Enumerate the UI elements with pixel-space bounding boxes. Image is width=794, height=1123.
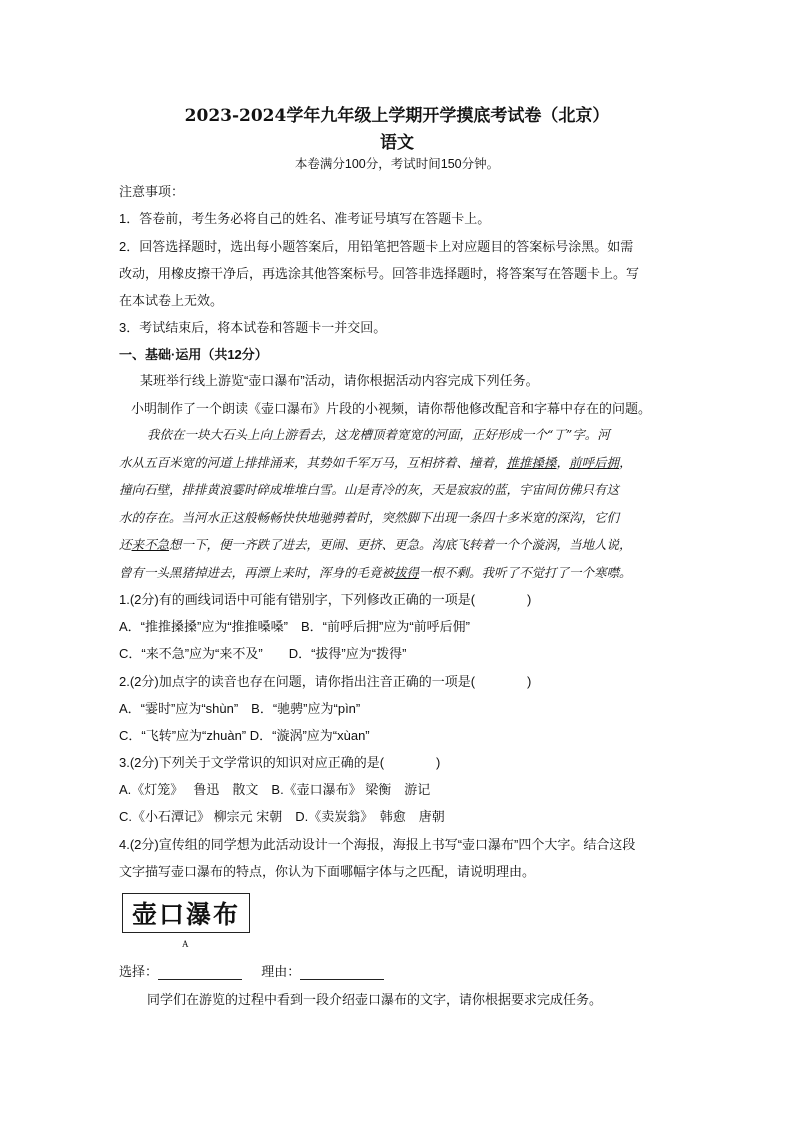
section-intro-1: 某班举行线上游览“壶口瀑布”活动，请你根据活动内容完成下列任务。 (140, 373, 539, 388)
q1-stem: 1.(2分)有的画线词语中可能有错别字，下列修改正确的一项是( ) (119, 592, 532, 607)
reading-passage (119, 421, 675, 586)
q4-stem-2: 文字描写壶口瀑布的特点，你认为下面哪幅字体与之匹配，请说明理由。 (119, 864, 536, 879)
underlined-word: 推推搡搡 (506, 454, 557, 470)
underlined-word: 前呼后拥 (569, 454, 620, 470)
closing-text: 同学们在游览的过程中看到一段介绍壶口瀑布的文字，请你根据要求完成任务。 (147, 992, 603, 1007)
poster-label: A (182, 939, 189, 949)
section-intro-2: 小明制作了一个朗读《壶口瀑布》片段的小视频，请你帮他修改配音和字幕中存在的问题。 (131, 401, 652, 416)
section-heading: 一、基础·运用（共12分） (119, 347, 268, 362)
exam-title: 2023-2024学年九年级上学期开学摸底考试卷（北京） (184, 106, 610, 126)
passage-line-3: 撞向石壁，排排黄浪霎时碎成堆堆白雪。山是青冷的灰，天是寂寂的蓝，宇宙间仿佛只有这 (119, 482, 620, 497)
q3-options-ab: A.《灯笼》 鲁迅 散文 B.《壶口瀑布》 梁衡 游记 (119, 782, 431, 797)
passage-line-6: 曾有一头黑猪掉进去，再漂上来时，浑身的毛竟被拔得一根不剩。我听了不觉打了一个寒噤。 (119, 564, 632, 580)
passage-line-4: 水的存在。当河水正这般畅畅快快地驰骋着时，突然脚下出现一条四十多米宽的深沟，它们 (119, 509, 620, 525)
passage-line-5: 还来不急想一下，便一齐跌了进去，更闹、更挤、更急。沟底飞转着一个个漩涡，当地人说， (119, 537, 632, 552)
q1-options-ab: A．“推推搡搡”应为“推推嗓嗓” B．“前呼后拥”应为“前呼后佣” (119, 619, 470, 634)
underlined-word: 拔得 (394, 564, 420, 580)
note-item-2c: 在本试卷上无效。 (119, 293, 224, 308)
q1-options-cd: C．“来不急”应为“来不及” D．“拔得”应为“拨得” (119, 646, 407, 661)
exam-subject: 语文 (380, 133, 414, 153)
poster-sample: 壶口瀑布 (122, 893, 250, 933)
note-item-2b: 改动，用橡皮擦干净后，再选涂其他答案标号。回答非选择题时，将答案写在答题卡上。写 (119, 266, 640, 281)
q4-stem-1: 4.(2分)宣传组的同学想为此活动设计一个海报，海报上书写“壶口瀑布”四个大字。结合这段 (119, 837, 636, 852)
q2-options-ab: A．“霎时”应为“shùn” B．“驰骋”应为“pìn” (119, 701, 361, 716)
q3-options-cd: C.《小石潭记》 柳宗元 宋朝 D.《卖炭翁》 韩愈 唐朝 (119, 809, 445, 824)
passage-line-1: 我依在一块大石头上向上游看去，这龙槽顶着宽宽的河面，正好形成一个“丁”字。河 (147, 427, 610, 442)
choice-blank[interactable] (158, 967, 242, 980)
choice-label: 选择： (119, 964, 159, 979)
note-item-3: 3．考试结束后，将本试卷和答题卡一并交回。 (119, 320, 387, 335)
passage-line-2: 水从五百米宽的河道上排排涌来，其势如千军万马，互相挤着、撞着，推推搡搡，前呼后拥， (119, 454, 632, 470)
q2-stem: 2.(2分)加点字的读音也存在问题，请你指出注音正确的一项是( ) (119, 674, 532, 689)
note-item-1: 1．答卷前，考生务必将自己的姓名、准考证号填写在答题卡上。 (119, 211, 491, 226)
underlined-word: 来不急 (131, 537, 170, 552)
answer-line (119, 961, 384, 980)
reason-blank[interactable] (300, 967, 384, 980)
q2-options-cd: C．“飞转”应为“zhuàn” D．“漩涡”应为“xùan” (119, 728, 370, 743)
q3-stem: 3.(2分)下列关于文学常识的知识对应正确的是( ) (119, 755, 441, 770)
note-item-2a: 2．回答选择题时，选出每小题答案后，用铅笔把答题卡上对应题目的答案标号涂黑。如需 (119, 239, 634, 254)
reason-label: 理由： (261, 964, 301, 979)
notes-heading: 注意事项： (119, 184, 185, 199)
exam-info: 本卷满分100分，考试时间150分钟。 (294, 157, 500, 171)
